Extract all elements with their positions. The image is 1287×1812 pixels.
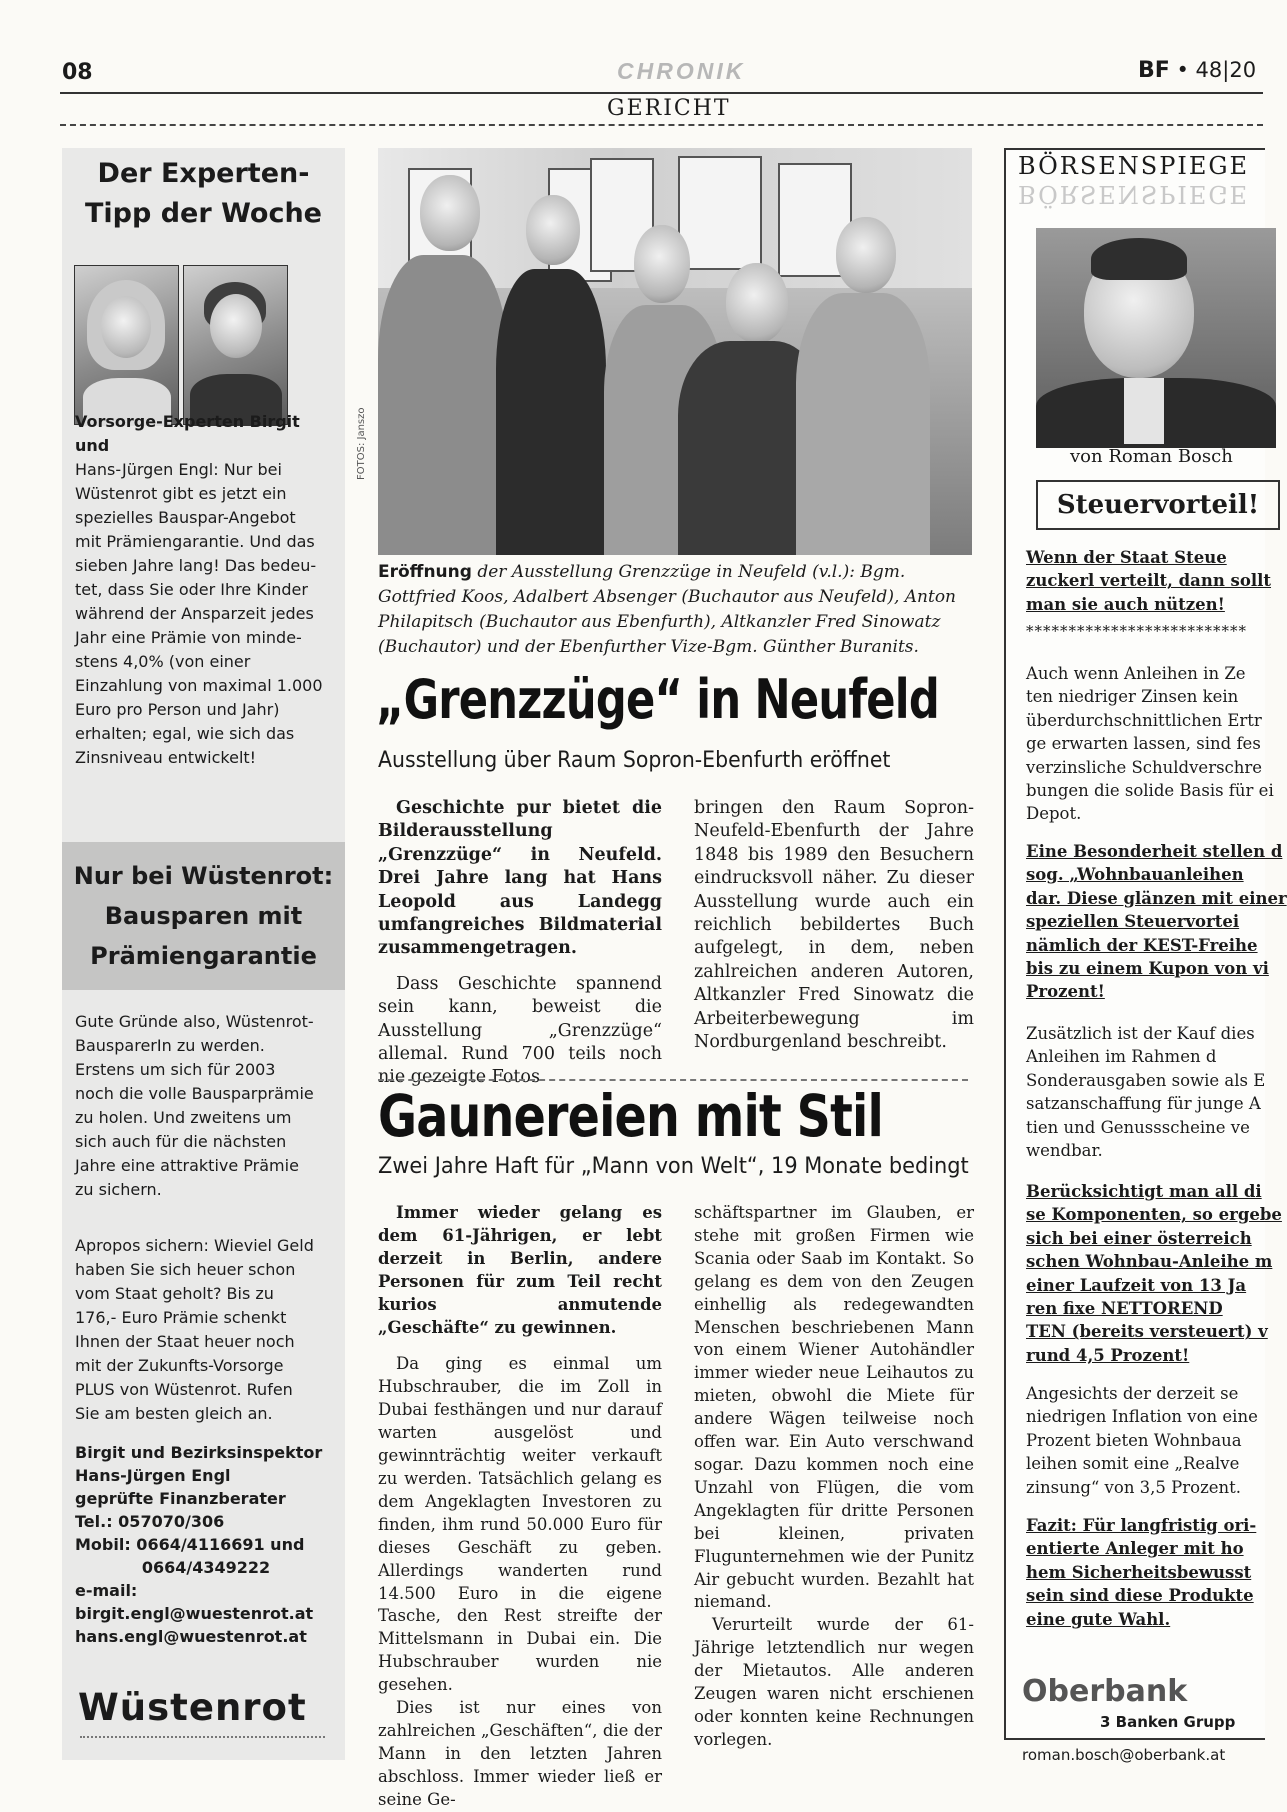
p2-line: Prozent! [1026,982,1105,1002]
p5-line: Prozent bieten Wohnbaua [1026,1430,1242,1450]
expert-photo-hans-juergen [183,265,288,425]
exhibition-photo [378,148,972,555]
issue-number: 48|20 [1195,58,1257,82]
article-separator [378,1079,968,1081]
lead-line: Wenn der Staat Steue [1026,548,1227,567]
intro-line: stens 4,0% (von einer [75,652,251,671]
article2-body-p2: Dies ist nur eines von zahlreichen „Geschäften“, die der Mann in den letzten Jahren abschloss. Immer wieder ließ er seine Ge- [378,1698,662,1809]
article2-column-2 [694,1202,974,1752]
article1-body: Dass Geschichte spannend sein kann, beweist die Ausstellung „Grenzzüge“ allemal. Rund 700 teils noch nie gezeigte Fotos [378,973,662,1088]
p2-line: speziellen Steuervortei [1026,912,1240,932]
reasons-line: sich auch für die nächsten [75,1132,287,1151]
p1-line: ten niedriger Zinsen kein [1026,687,1239,707]
p3-line: tien und Genussscheine ve [1026,1117,1250,1137]
p2-line: bis zu einem Kupon von vi [1026,959,1269,979]
article1-subheadline: Ausstellung über Raum Sopron-Ebenfurth eröffnet [378,748,891,773]
column-box-title: Steuervorteil! [1036,480,1280,530]
p4-line: schen Wohnbau-Anleihe m [1026,1252,1273,1272]
promo-line: Bausparen mit [104,902,303,930]
reasons-line: Gute Gründe also, Wüstenrot- [75,1012,314,1031]
column-author: von Roman Bosch [1070,446,1233,467]
logo-underline [80,1736,325,1738]
expert-photo-birgit [74,265,179,425]
intro-line: sieben Jahre lang! Das bedeu- [75,556,317,575]
article2-headline: Gaunereien mit Stil [378,1082,883,1150]
article1-column-2 [694,797,974,1054]
intro-line: Wüstenrot gibt es jetzt ein [75,484,287,503]
intro-line: tet, dass Sie oder Ihre Kinder [75,580,308,599]
column-paragraph-2 [1026,840,1287,1004]
contact-line: geprüfte Finanzberater [75,1489,286,1508]
sidebar-title-line: Der Experten- [97,158,310,189]
column-title: BÖRSENSPIEGE [1018,152,1250,180]
contact-block [75,1441,337,1648]
article2-body-p1: Da ging es einmal um Hubschrauber, die im Zoll in Dubai festhängen und nur darauf warten ausgelöst und gewinnträchtig weiter verkauft zu werden. Tatsächlich gelang es dem Angeklagten Investoren zu finden, ihm rund 50.000 Euro für dieses Geschäft zu geben. Allerdings wanderten rund 14.500 Euro in die eigene Tasche, den Rest streifte der Mittelsmann in Dubai ein. Die Hubschrauber wurden nie gesehen. [378,1354,662,1695]
p1-line: überdurchschnittlichen Ertr [1026,710,1262,730]
apropos-line: Ihnen der Staat heuer noch [75,1332,295,1351]
apropos-line: 176,- Euro Prämie schenkt [75,1308,287,1327]
p2-line: sog. „Wohnbauanleihen [1026,865,1244,885]
mobile-2: 0664/4349222 [75,1558,271,1577]
page-number: 08 [62,60,93,85]
publication-info: BF • 48|20 [1138,58,1257,83]
column-paragraph-4 [1026,1180,1282,1367]
caption-lead: Eröffnung [378,562,472,582]
p1-line: verzinsliche Schuldverschre [1026,757,1263,777]
intro-line: Jahr eine Prämie von minde- [75,628,302,647]
apropos-line: PLUS von Wüstenrot. Rufen [75,1380,293,1399]
wuestenrot-logo: Wüstenrot [78,1686,307,1729]
p5-line: leihen somit eine „Realve [1026,1454,1240,1474]
p6-line: sein sind diese Produkte [1026,1586,1254,1606]
intro-line: Euro pro Person und Jahr) [75,700,280,719]
reasons-line: zu holen. Und zweitens um [75,1108,292,1127]
reasons-line: BausparerIn zu werden. [75,1036,265,1055]
sidebar-apropos [75,1234,337,1426]
p4-line: sich bei einer österreich [1026,1228,1252,1248]
article1-column-1 [378,797,662,1090]
p6-line: hem Sicherheitsbewusst [1026,1562,1252,1582]
apropos-line: Apropos sichern: Wieviel Geld [75,1236,314,1255]
article1-lead: Geschichte pur bietet die Bilderausstellung „Grenzzüge“ in Neufeld. Drei Jahre lang hat Hans Leopold aus Landegg umfangreiches Bildmaterial zusammengetragen. [378,798,662,959]
expert-tip-sidebar [62,148,345,1760]
p3-line: Zusätzlich ist der Kauf dies [1026,1024,1255,1043]
oberbank-logo: Oberbank [1022,1674,1188,1709]
p1-line: Auch wenn Anleihen in Ze [1026,664,1246,683]
p4-line: rund 4,5 Prozent! [1026,1345,1190,1365]
intro-line: Vorsorge-Experten Birgit und [75,412,300,455]
p1-line: bungen die solide Basis für ei [1026,781,1274,801]
apropos-line: vom Staat geholt? Bis zu [75,1284,274,1303]
publication-name: BF [1138,58,1170,83]
p6-line: Fazit: Für langfristig ori- [1026,1516,1257,1535]
sidebar-title-line: Tipp der Woche [85,198,322,229]
promo-box [62,840,345,990]
p3-line: satzanschaffung für junge A [1026,1094,1261,1114]
column-paragraph-3 [1026,1022,1266,1162]
caption-text: der Ausstellung Grenzzüge in Neufeld (v.l.): Bgm. Gottfried Koos, Adalbert Absenger (Buchautor aus Neufeld), Anton Philapitsch (Buchautor aus Ebenfurth), Altkanzler Fred Sinowatz (Buchautor) und der Ebenfurther Vize-Bgm. Günther Buranits. [378,562,956,657]
intro-line: mit Prämiengarantie. Und das [75,532,315,551]
person-buranits [796,217,930,555]
p4-line: einer Laufzeit von 13 Ja [1026,1275,1247,1295]
reasons-line: Jahre eine attraktive Prämie [75,1156,299,1175]
header-rule [60,92,1263,94]
column-paragraph-6 [1026,1514,1266,1631]
p5-line: zinsung“ von 3,5 Prozent. [1026,1477,1242,1497]
sidebar-intro [75,410,337,770]
article1-body-continued: bringen den Raum Sopron-Neufeld-Ebenfurth der Jahre 1848 bis 1989 den Besuchern eindrucksvoll näher. Zu dieser Ausstellung wurde auch ein reichlich bebildertes Buch aufgelegt, in dem, neben zahlreichen anderen Autoren, Altkanzler Fred Sinowatz die Arbeiterbewegung im Nordburgenland beschreibt. [694,798,974,1053]
boersenspiegel-column [1004,148,1287,1764]
column-paragraph-1 [1026,662,1274,826]
phone: Tel.: 057070/306 [75,1512,225,1531]
author-photo [1036,228,1276,444]
apropos-line: haben Sie sich heuer schon [75,1260,296,1279]
subsection-title: GERICHT [607,96,731,121]
article2-lead: Immer wieder gelang es dem 61-Jährigen, er lebt derzeit in Berlin, andere Personen für zum Teil recht kurios anmutende „Geschäfte“ zu gewinnen. [378,1203,662,1337]
lead-line: zuckerl verteilt, dann sollt [1026,571,1272,591]
person-koos [378,175,508,555]
column-lead [1026,546,1272,616]
article2-subheadline: Zwei Jahre Haft für „Mann von Welt“, 19 Monate bedingt [378,1154,969,1179]
p5-line: Angesichts der derzeit se [1026,1384,1239,1403]
intro-line: Einzahlung von maximal 1.000 [75,676,323,695]
reasons-line: zu sichern. [75,1180,162,1199]
p4-line: TEN (bereits versteuert) v [1026,1322,1268,1342]
article2-body-p3: schäftspartner im Glauben, er stehe mit großen Firmen wie Scania oder Saab im Kontakt. So gelang es dem von den Zeugen einhellig als redegewandten Menschen beschriebenen Mann von einem Wiener Autohändler immer wieder neue Leihautos zu mieten, obwohl die Miete für andere Wägen teilweise noch offen war. Ein Auto verschwand sogar. Dazu kommen noch eine Unzahl von Flügen, die vom Angeklagten für dritte Personen bei kleinen, privaten Flugunternehmen wie der Punitz Air gebucht wurden. Bezahlt hat niemand. [694,1203,974,1612]
p4-line: ren fixe NETTOREND [1026,1299,1223,1319]
article2-column-1 [378,1202,662,1812]
p1-line: Depot. [1026,804,1082,824]
author-email[interactable]: roman.bosch@oberbank.at [1022,1746,1226,1764]
bank-group: 3 Banken Grupp [1100,1713,1236,1731]
intro-line: Hans-Jürgen Engl: Nur bei [75,460,282,479]
sidebar-reasons [75,1010,337,1202]
promo-box-text [62,856,345,976]
p3-line: wendbar. [1026,1141,1103,1161]
article1-headline: „Grenzzüge“ in Neufeld [376,668,939,731]
promo-line: Prämiengarantie [90,942,317,970]
apropos-line: Sie am besten gleich an. [75,1404,273,1423]
p5-line: niedrigen Inflation von eine [1026,1407,1258,1427]
p6-line: entierte Anleger mit ho [1026,1539,1244,1559]
column-paragraph-5 [1026,1382,1266,1499]
intro-line: erhalten; egal, wie sich das [75,724,295,743]
email-label: e-mail: [75,1581,138,1600]
p2-line: nämlich der KEST-Freihe [1026,935,1258,955]
lead-line: man sie auch nützen! [1026,594,1225,614]
email-link-hans[interactable]: hans.engl@wuestenrot.at [75,1627,307,1646]
p2-line: dar. Diese glänzen mit einer [1026,888,1287,908]
mobile: Mobil: 0664/4116691 und [75,1535,305,1554]
p2-line: Eine Besonderheit stellen d [1026,842,1283,861]
intro-line: spezielles Bauspar-Angebot [75,508,296,527]
intro-line: Zinsniveau entwickelt! [75,748,257,767]
section-title: CHRONIK [617,58,746,84]
reasons-line: Erstens um sich für 2003 [75,1060,276,1079]
p4-line: Berücksichtigt man all di [1026,1182,1262,1201]
intro-line: während der Ansparzeit jedes [75,604,314,623]
email-link-birgit[interactable]: birgit.engl@wuestenrot.at [75,1604,314,1623]
p4-line: se Komponenten, so ergebe [1026,1205,1282,1225]
apropos-line: mit der Zukunfts-Vorsorge [75,1356,284,1375]
photo-credit: FOTOS: Janszo [356,407,367,480]
contact-line: Hans-Jürgen Engl [75,1466,231,1485]
p3-line: Sonderausgaben sowie als E [1026,1070,1266,1090]
person-absenger [496,195,606,555]
p6-line: eine gute Wahl. [1026,1609,1171,1629]
column-title-reflection: BÖRSENSPIEGE [1018,180,1250,208]
sidebar-title [62,154,345,234]
p3-line: Anleihen im Rahmen d [1026,1047,1217,1067]
header-dashed-rule [60,124,1263,126]
contact-line: Birgit und Bezirksinspektor [75,1443,323,1462]
reasons-line: noch die volle Bausparprämie [75,1084,314,1103]
star-divider: ************************** [1026,622,1247,640]
p1-line: ge erwarten lassen, sind fes [1026,734,1261,754]
promo-line: Nur bei Wüstenrot: [73,862,334,890]
article2-body-p4: Verurteilt wurde der 61-Jährige letztendlich nur wegen der Mietautos. Alle anderen Zeugen waren nicht erschienen oder konnten keine Rechnungen vorlegen. [694,1615,974,1749]
photo-caption [378,560,978,660]
